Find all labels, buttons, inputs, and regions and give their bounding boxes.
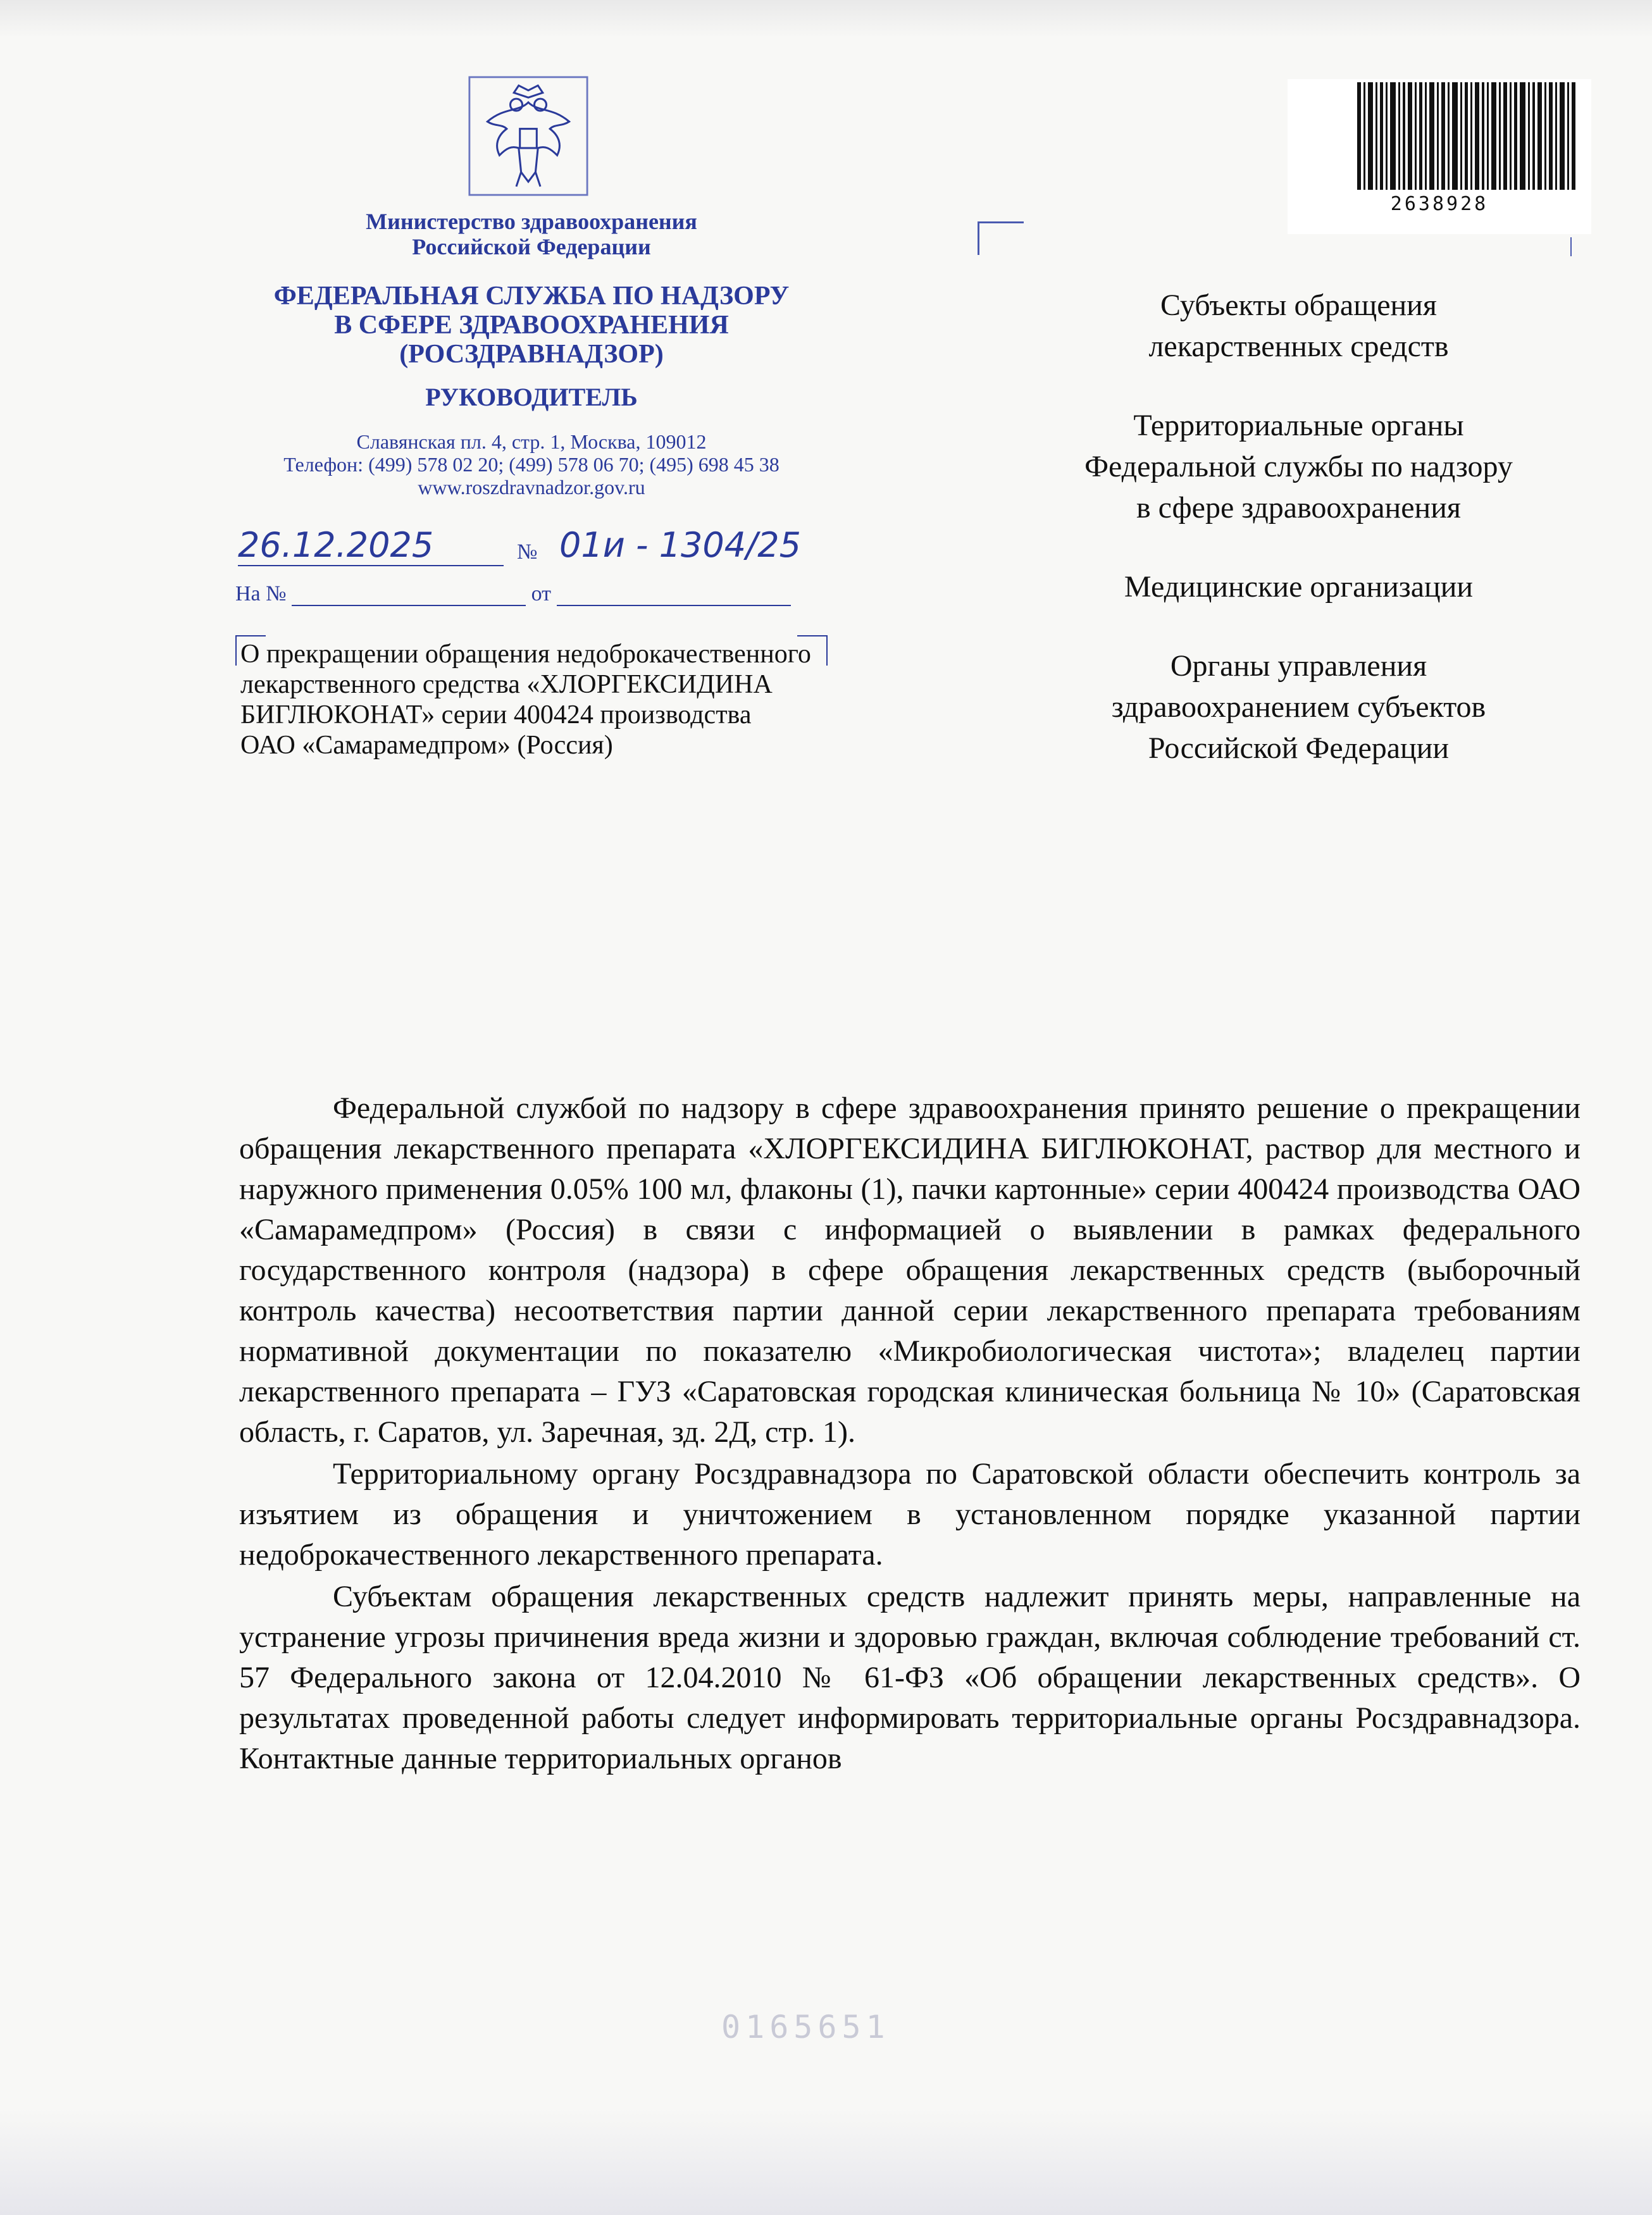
addressees: [1003, 285, 1594, 807]
faint-serial-number: 0165651: [721, 2009, 890, 2045]
addressee-line: Органы управления: [1170, 649, 1427, 683]
body-paragraph-3: Субъектам обращения лекарственных средств надлежит принять меры, направленные на устранение угрозы причинения вреда жизни и здоровью граждан, включая соблюдение требований ст. 57 Федерального закона от 12.04.2010 № 61-ФЗ «Об обращении лекарственных средств». О результатах проведенной работы следует информировать территориальные органы Росздравнадзора. Контактные данные территориальных органов: [239, 1580, 1581, 1775]
scan-edge-bottom: [0, 2107, 1652, 2215]
position-title: РУКОВОДИТЕЛЬ: [425, 383, 638, 411]
addressee-group: [1003, 566, 1594, 607]
body-paragraph-1: Федеральной службой по надзору в сфере здравоохранения принято решение о прекращении обращения лекарственного препарата «ХЛОРГЕКСИДИНА БИГЛЮКОНАТ, раствор для местного и наружного применения 0.05% 100 мл, флаконы (1), пачки картонные» серии 400424 производства ОАО «Самарамедпром» (Россия) в связи с информацией о выявлении в рамках федерального государственного контроля (надзора) в сфере обращения лекарственных средств (выборочный контроль качества) несоответствия партии данной серии лекарственного препарата требованиям нормативной документации по показателю «Микробиологическая чистота»; владелец партии лекарственного препарата – ГУЗ «Саратовская городская клиническая больница № 10» (Саратовская область, г. Саратов, ул. Заречная, зд. 2Д, стр. 1).: [239, 1091, 1581, 1449]
barcode-icon: [1357, 82, 1579, 190]
contact-block: [177, 430, 886, 499]
number-sign: №: [517, 540, 538, 564]
handwritten-date: 26.12.2025: [238, 525, 504, 566]
ref-label: На №: [235, 582, 287, 605]
handwritten-number: 01и - 1304/25: [559, 525, 801, 565]
addressee-group: [1003, 405, 1594, 528]
registration-line: [235, 525, 900, 569]
addressee-group: [1003, 285, 1594, 367]
phones: Телефон: (499) 578 02 20; (499) 578 06 70; (495) 698 45 38: [283, 453, 779, 476]
service-line1: ФЕДЕРАЛЬНАЯ СЛУЖБА ПО НАДЗОРУ: [273, 282, 790, 311]
service-name: [177, 282, 886, 369]
addressee-line: в сфере здравоохранения: [1136, 491, 1461, 524]
coat-of-arms-icon: [468, 76, 588, 196]
addressee-corner-right: [1570, 237, 1572, 256]
addressee-line: Российской Федерации: [1148, 731, 1450, 765]
ref-number-blank: [292, 586, 526, 606]
addressee-line: Территориальные органы: [1133, 409, 1464, 442]
subject-line3: БИГЛЮКОНАТ» серии 400424 производства: [240, 700, 752, 729]
barcode-number: 2638928: [1390, 193, 1489, 215]
subject: [240, 639, 987, 760]
addressee-line: Медицинские организации: [1124, 570, 1474, 604]
addressee-line: здравоохранением субъектов: [1111, 690, 1486, 724]
addressee-corner-left: [978, 221, 1024, 255]
barcode-stamp: [1288, 79, 1591, 234]
reference-line: [235, 582, 791, 606]
service-line3: (РОСЗДРАВНАДЗОР): [399, 340, 664, 369]
letter-body: [239, 1088, 1581, 1779]
service-line2: В СФЕРЕ ЗДРАВООХРАНЕНИЯ: [334, 311, 729, 340]
subject-line4: ОАО «Самарамедпром» (Россия): [240, 731, 613, 760]
ministry-line2: Российской Федерации: [412, 234, 651, 259]
subject-line1: О прекращении обращения недоброкачественного: [240, 640, 811, 669]
addressee-group: [1003, 645, 1594, 769]
ministry-line1: Министерство здравоохранения: [366, 209, 697, 234]
addressee-line: Федеральной службы по надзору: [1084, 450, 1513, 483]
ref-from-label: от: [531, 582, 552, 605]
ministry-name: [177, 209, 886, 259]
body-paragraph-2: Территориальному органу Росздравнадзора по Саратовской области обеспечить контроль за изъятием из обращения и уничтожением в установленном порядке указанной партии недоброкачественного лекарственного препарата.: [239, 1457, 1581, 1572]
scan-edge-top: [0, 0, 1652, 38]
ref-date-blank: [557, 586, 791, 606]
address: Славянская пл. 4, стр. 1, Москва, 109012: [356, 430, 707, 453]
addressee-line: лекарственных средств: [1148, 330, 1449, 363]
website: www.roszdravnadzor.gov.ru: [418, 476, 645, 499]
addressee-line: Субъекты обращения: [1160, 289, 1437, 322]
subject-line2: лекарственного средства «ХЛОРГЕКСИДИНА: [240, 670, 773, 699]
